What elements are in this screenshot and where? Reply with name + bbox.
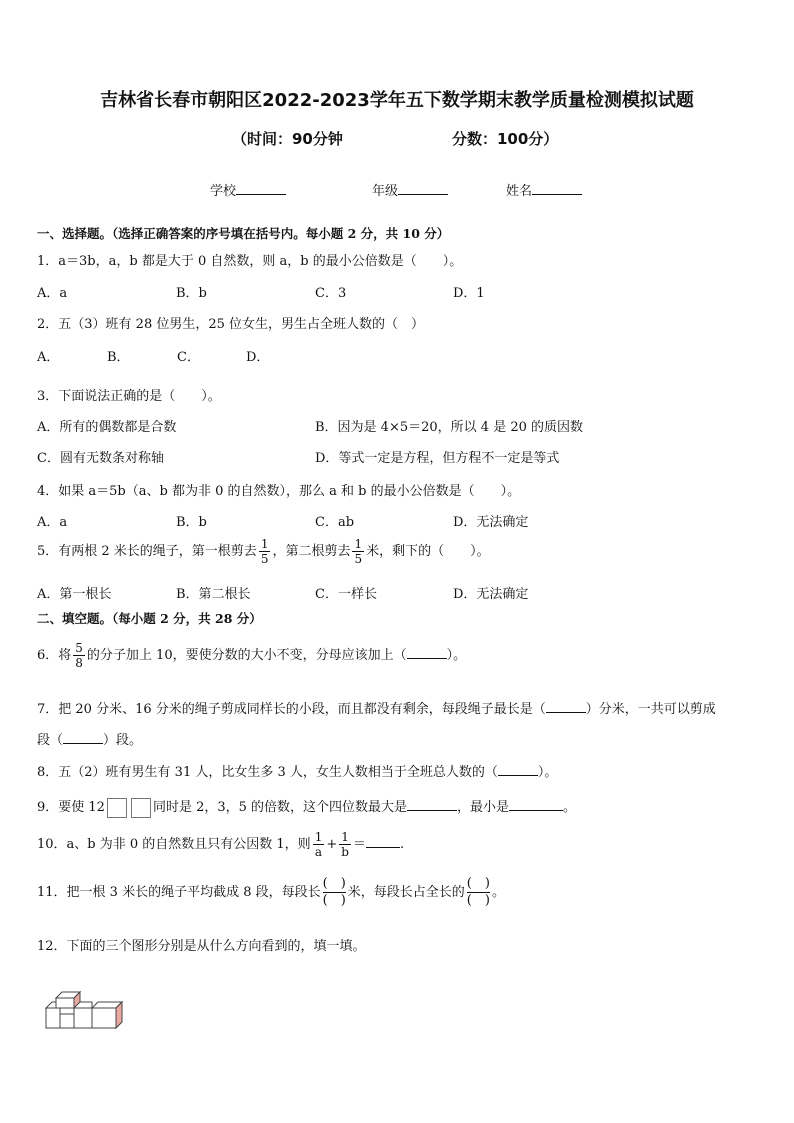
q10-frac1-denominator: a (314, 845, 323, 859)
q11-frac2-top: ( ) (466, 876, 490, 891)
grade-label: 年级 (372, 184, 399, 199)
name-blank[interactable] (532, 194, 582, 195)
q2-option-a[interactable]: A． (37, 350, 60, 365)
q5-frac2-denominator: 5 (354, 552, 363, 566)
q7-text-c: 段（ (37, 733, 64, 748)
q8-text-b: ）。 (537, 765, 558, 780)
q10-fraction-2 (339, 830, 351, 859)
q9-text-b: 同时是 2，3，5 的倍数，这个四位数最大是 (152, 800, 408, 815)
q7-text-d: ）段。 (103, 733, 143, 748)
section2-title: 二、填空题。（每小题 2 分，共 28 分） (37, 611, 262, 626)
q11-text-a: 11．把一根 3 米长的绳子平均截成 8 段，每段长 (37, 885, 321, 900)
q1-text: 1．a＝3b，a，b 都是大于 0 自然数，则 a，b 的最小公倍数是（ ）。 (37, 254, 463, 269)
q5-fraction-2 (352, 537, 364, 566)
q2-text: 2．五（3）班有 28 位男生，25 位女生，男生占全班人数的（ ） (37, 317, 425, 332)
q5-frac1-numerator: 1 (260, 537, 269, 551)
q8-answer-blank[interactable] (498, 775, 538, 776)
page-title: 吉林省长春市朝阳区2022-2023学年五下数学期末教学质量检测模拟试题 (100, 90, 694, 111)
q4-option-a[interactable]: A．a (37, 515, 68, 530)
q2-option-b[interactable]: B． (107, 350, 130, 365)
q5-text (37, 537, 490, 566)
school-label: 学校 (210, 184, 237, 199)
section1-title: 一、选择题。（选择正确答案的序号填在括号内。每小题 2 分，共 10 分） (37, 226, 450, 241)
q7-line1 (37, 698, 716, 717)
cube-stack-figure (42, 986, 126, 1034)
q9-text (37, 796, 576, 818)
q9-digit-box-2[interactable] (131, 798, 151, 818)
q6-frac-denominator: 8 (75, 656, 83, 670)
exam-time: （时间：90分钟 (232, 130, 343, 148)
q5-text-a: 5．有两根 2 米长的绳子，第一根剪去 (37, 544, 257, 559)
q10-end: . (399, 837, 405, 852)
q11-text-b: 米，每段长占全长的 (347, 885, 465, 900)
q7-answer-blank-1[interactable] (546, 712, 586, 713)
q3-text: 3．下面说法正确的是（ ）。 (37, 389, 221, 404)
q7-answer-blank-2[interactable] (63, 743, 103, 744)
q6-text-a: 6．将 (37, 648, 72, 663)
school-blank[interactable] (236, 194, 286, 195)
q10-equals: ＝ (352, 837, 366, 852)
q9-digit-box-1[interactable] (107, 798, 127, 818)
q4-text: 4．如果 a＝5b（a、b 都为非 0 的自然数），那么 a 和 b 的最小公倍数是（ ）。 (37, 484, 521, 499)
q10-frac1-numerator: 1 (314, 830, 323, 844)
q1-option-b[interactable]: B．b (176, 286, 207, 301)
q9-answer-blank-min[interactable] (509, 810, 563, 811)
q11-answer-fraction-1[interactable] (323, 876, 346, 909)
q10-plus: + (326, 837, 338, 852)
q1-option-c[interactable]: C．3 (315, 286, 347, 301)
q6-text-b: 的分子加上 10，要使分数的大小不变，分母应该加上（ (86, 648, 407, 663)
q5-frac2-numerator: 1 (354, 537, 363, 551)
name-field (506, 180, 582, 199)
name-label: 姓名 (506, 184, 533, 199)
q4-option-d[interactable]: D．无法确定 (453, 515, 529, 530)
q9-text-c: ，最小是 (457, 800, 510, 815)
school-field (210, 180, 286, 199)
q5-text-c: 米，剩下的（ ）。 (366, 544, 490, 559)
q5-frac1-denominator: 5 (260, 552, 269, 566)
q7-text-b: ）分米，一共可以剪成 (585, 702, 716, 717)
q10-fraction-1 (313, 830, 325, 859)
grade-field (372, 180, 448, 199)
q1-option-d[interactable]: D．1 (453, 286, 485, 301)
q6-answer-blank[interactable] (407, 658, 447, 659)
q5-option-c[interactable]: C．一样长 (315, 587, 377, 602)
q1-option-a[interactable]: A．a (37, 286, 68, 301)
q6-text (37, 641, 466, 670)
q11-frac2-bottom: ( ) (466, 893, 490, 908)
q9-answer-blank-max[interactable] (407, 810, 457, 811)
q3-option-b[interactable]: B．因为是 4×5＝20，所以 4 是 20 的质因数 (315, 420, 584, 435)
q4-option-b[interactable]: B．b (176, 515, 207, 530)
q12-text: 12．下面的三个图形分别是从什么方向看到的，填一填。 (37, 939, 366, 954)
q11-answer-fraction-2[interactable] (467, 876, 490, 909)
q10-frac2-denominator: b (341, 845, 349, 859)
q10-frac2-numerator: 1 (341, 830, 349, 844)
q11-frac1-top: ( ) (322, 876, 346, 891)
q5-fraction-1 (259, 537, 271, 566)
q3-option-c[interactable]: C．圆有无数条对称轴 (37, 451, 164, 466)
q9-text-a: 9．要使 12 (37, 800, 105, 815)
q3-option-d[interactable]: D．等式一定是方程，但方程不一定是等式 (315, 451, 560, 466)
q6-text-c: ）。 (446, 648, 467, 663)
q9-text-d: 。 (563, 800, 577, 815)
q11-end: 。 (491, 885, 505, 900)
q5-option-d[interactable]: D．无法确定 (453, 587, 529, 602)
grade-blank[interactable] (398, 194, 448, 195)
q5-text-b: ，第二根剪去 (272, 544, 351, 559)
q7-text-a: 7．把 20 分米、16 分米的绳子剪成同样长的小段，而且都没有剩余，每段绳子最长是（ (37, 702, 546, 717)
q2-option-c[interactable]: C． (177, 350, 200, 365)
q8-text-a: 8．五（2）班有男生有 31 人，比女生多 3 人，女生人数相当于全班总人数的（ (37, 765, 498, 780)
q5-option-b[interactable]: B．第二根长 (176, 587, 251, 602)
q8-text (37, 761, 557, 780)
q7-line2 (37, 729, 142, 748)
q6-frac-numerator: 5 (75, 641, 83, 655)
q10-text-a: 10．a、b 为非 0 的自然数且只有公因数 1，则 (37, 837, 311, 852)
q2-option-d[interactable]: D． (246, 350, 270, 365)
q10-text (37, 830, 404, 859)
q5-option-a[interactable]: A．第一根长 (37, 587, 112, 602)
exam-score: 分数：100分） (452, 130, 559, 148)
q6-fraction (73, 641, 85, 670)
q11-text (37, 876, 505, 909)
q4-option-c[interactable]: C．ab (315, 515, 355, 530)
q11-frac1-bottom: ( ) (322, 893, 346, 908)
q3-option-a[interactable]: A．所有的偶数都是合数 (37, 420, 177, 435)
q10-answer-blank[interactable] (366, 847, 400, 848)
